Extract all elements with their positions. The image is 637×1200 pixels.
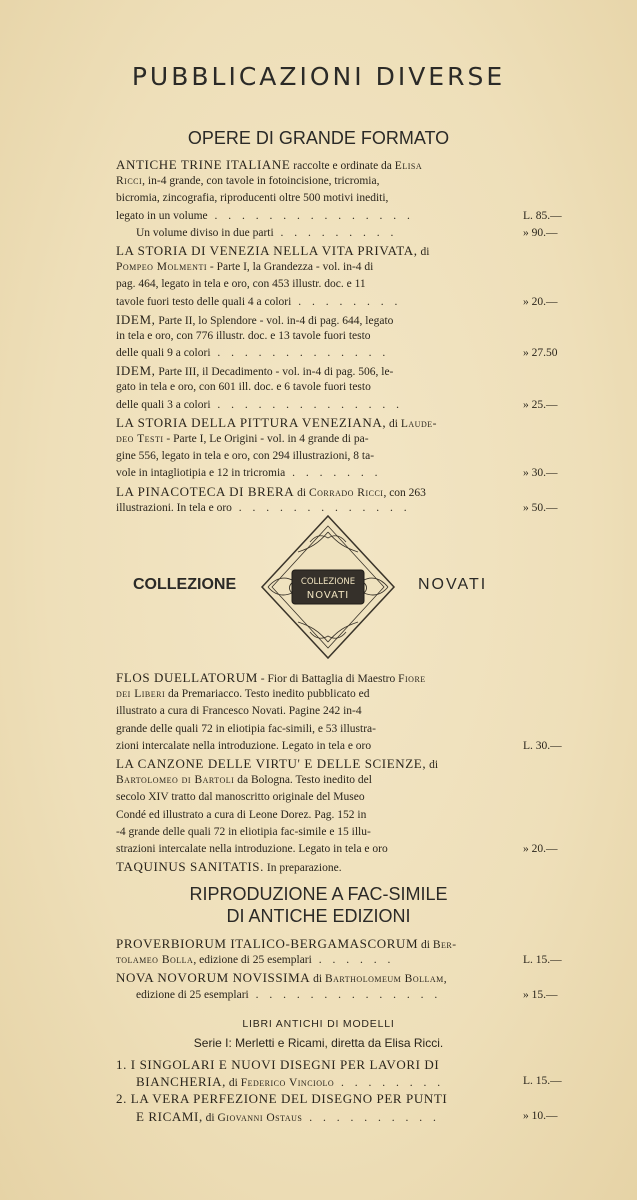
entry-text: Bartolomeo di Bartoli [116, 774, 235, 787]
entry-text: Ricci [116, 175, 143, 188]
entry-text: Elisa [394, 160, 423, 172]
dot-leader: . . . . . . . . . . . . . [231, 501, 411, 514]
catalog-list-novati [116, 669, 562, 875]
dot-leader: . . . . . . . . . . . . . . [248, 988, 442, 1001]
entry-text: tolameo Bolla [116, 954, 194, 967]
entry-line [116, 173, 521, 190]
entry-line [116, 190, 521, 207]
entry-line [116, 772, 521, 789]
entry-text: gine 556, legato in tela e oro, con 294 illustrazioni, 8 ta- [116, 450, 375, 463]
entry-text: in tela e oro, con 776 illustr. doc. e 13 tavole fuori testo [116, 329, 371, 342]
entry-line [116, 448, 521, 465]
entry-text: LA CANZONE DELLE VIRTU' E DELLE SCIENZE, [116, 755, 427, 771]
catalog-entry [116, 1090, 558, 1124]
entry-text: Federico Vinciolo [240, 1077, 335, 1090]
entry-text: bicromia, zincografia, riproducenti oltre 500 motivi inediti, [116, 192, 389, 205]
entry-line: strazioni intercalate nella introduzione. Legato in tela e oro » 20.— [116, 842, 558, 855]
entry-line [116, 858, 521, 875]
catalog-entry [116, 242, 558, 311]
entry-text: edizione di 25 esemplari [136, 988, 249, 1001]
catalog-entry [116, 156, 562, 242]
dot-leader: . . . . . . . . . . . . . [210, 347, 390, 360]
entry-text: Parte II, lo Splendore - vol. in-4 di pag. 644, legato [155, 314, 394, 327]
entry-text: 1. I SINGOLARI E NUOVI DISEGNI PER LAVORI DI [116, 1057, 440, 1072]
entry-text: secolo XIV tratto dal manoscritto originale del Museo [116, 791, 365, 804]
entry-text: Laude- [400, 417, 437, 430]
entry-text: PROVERBIORUM ITALICO-BERGAMASCORUM [116, 936, 419, 951]
serie-heading: LIBRI ANTICHI DI MODELLI [242, 1018, 395, 1030]
dot-leader: . . . . . . . . [291, 295, 402, 308]
entry-text: Giovanni Ostaus [217, 1111, 303, 1124]
entry-line [116, 824, 521, 841]
entry-line: edizione di 25 esemplari . . . . . . . . . . . . . . » 15.— [136, 988, 558, 1001]
entry-text: Bartholomeum Bollam [324, 973, 444, 986]
catalog-entry [116, 969, 558, 1003]
entry-text: LA STORIA DI VENEZIA NELLA VITA PRIVATA, [116, 242, 418, 258]
entry-text: - Parte I, Le Origini - vol. in 4 grande di pa- [163, 433, 369, 445]
entry-text: di [202, 1111, 218, 1124]
entry-line: Un volume diviso in due parti . . . . . . . . . » 90.— [136, 226, 558, 239]
entry-text: IDEM, [116, 363, 156, 379]
entry-text: E RICAMI, [136, 1108, 203, 1124]
entry-text: tavole fuori testo delle quali 4 a colori [116, 295, 292, 308]
entry-text: - Parte I, la Grandezza - vol. in-4 di [207, 261, 374, 274]
catalog-entry [116, 669, 562, 755]
entry-line [116, 669, 521, 686]
entry-text: gato in tela e oro, con 601 ill. doc. e 6 tavole fuori testo [116, 381, 371, 394]
entry-text: Ber- [432, 939, 457, 951]
entry-line [116, 807, 521, 824]
entry-line [116, 379, 521, 396]
entry-text: delle quali 9 a colori [116, 347, 211, 360]
entry-text: strazioni intercalate nella introduzione. Legato in tela e oro [116, 842, 388, 855]
entry-line [116, 935, 521, 952]
entry-text: da Premariacco. Testo inedito pubblicato ed [165, 688, 370, 701]
dot-leader: . . . . . . [311, 954, 395, 967]
entry-line: tavole fuori testo delle quali 4 a colori . . . . . . . . » 20.— [116, 295, 558, 308]
catalog-entry [116, 858, 521, 875]
catalog-entry [116, 755, 558, 858]
entry-line: tolameo Bolla, edizione di 25 esemplari . . . . . . L. 15.— [116, 954, 562, 967]
dot-leader: . . . . . . . . . . . . . . . [207, 209, 414, 222]
entry-line [116, 328, 521, 345]
entry-text: -4 grande delle quali 72 in eliotipia fac-simile e 15 illu- [116, 825, 371, 838]
entry-text: di [418, 939, 433, 951]
entry-text: - Fior di Battaglia di Maestro [257, 673, 399, 685]
serie-subheading: Serie I: Merletti e Ricami, diretta da Elisa Ricci. [193, 1036, 444, 1050]
catalog-entry [116, 935, 562, 969]
section-title-facsimile-line1: RIPRODUZIONE A FAC-SIMILE [189, 884, 448, 904]
entry-text: Parte III, il Decadimento - vol. in-4 di pag. 506, le- [155, 366, 394, 379]
entry-text: Fiore [398, 673, 426, 685]
entry-line: delle quali 9 a colori . . . . . . . . . . . . . » 27.50 [116, 347, 558, 360]
entry-line [116, 686, 521, 703]
emblem-text-line2: NOVATI [306, 590, 350, 601]
entry-text: LA PINACOTECA DI BRERA [116, 483, 295, 499]
entry-line [116, 721, 521, 738]
entry-text: pag. 464, legato in tela e oro, con 453 illustr. doc. e 11 [116, 278, 366, 291]
entry-line [116, 362, 521, 379]
entry-text: FLOS DUELLATORUM [116, 670, 258, 685]
entry-line: E RICAMI, di Giovanni Ostaus . . . . . . . . . . » 10.— [136, 1108, 558, 1124]
entry-text: delle quali 3 a colori [116, 398, 211, 411]
entry-text: illustrato a cura di Francesco Novati. Pagine 242 in-4 [116, 705, 362, 718]
entry-text: Pompeo Molmenti [116, 261, 207, 274]
entry-text: , in-4 grande, con tavole in fotoincisione, tricromia, [142, 175, 380, 188]
entry-text: 2. LA VERA PERFEZIONE DEL DISEGNO PER PUNTI [116, 1091, 448, 1107]
entry-line [116, 156, 521, 173]
catalog-list-facsimile [116, 935, 562, 1004]
entry-text: TAQUINUS SANITATIS. [116, 859, 264, 875]
collezione-novati-banner [0, 512, 637, 662]
collection-label-right: NOVATI [418, 576, 488, 593]
entry-text: , con 263 [383, 486, 426, 499]
entry-text: ANTICHE TRINE ITALIANE [116, 157, 291, 172]
page-title: PUBBLICAZIONI DIVERSE [131, 62, 506, 91]
entry-text: deo Testi [116, 433, 164, 445]
entry-text: grande delle quali 72 in eliotipia fac-simili, e 53 illustra- [116, 722, 376, 735]
entry-line [116, 789, 521, 806]
entry-text: di [386, 417, 401, 430]
entry-line [116, 1090, 521, 1107]
catalog-entry [116, 414, 558, 483]
entry-text: di [310, 973, 325, 986]
entry-text: LA STORIA DELLA PITTURA VENEZIANA, [116, 414, 387, 430]
section-title-facsimile-line2: DI ANTICHE EDIZIONI [226, 906, 411, 926]
entry-text: Condé ed illustrato a cura di Leone Dorez. Pag. 152 in [116, 808, 367, 821]
entry-line [116, 259, 521, 276]
entry-line [116, 755, 521, 772]
dot-leader: . . . . . . . . . . . . . . [210, 398, 404, 411]
entry-line: vole in intagliotipia e 12 in tricromia . . . . . . . » 30.— [116, 467, 558, 480]
entry-text: zioni intercalate nella introduzione. Legato in tela e oro [116, 739, 372, 752]
entry-text: Corrado Ricci [308, 486, 384, 499]
entry-line: zioni intercalate nella introduzione. Legato in tela e oro L. 30.— [116, 739, 562, 752]
entry-text: IDEM, [116, 311, 156, 327]
catalog-entry [116, 311, 558, 363]
entry-line: legato in un volume . . . . . . . . . . . . . . . L. 85.— [116, 209, 562, 222]
entry-line [116, 311, 521, 328]
catalog-entry [116, 362, 558, 414]
catalog-entry [116, 1056, 562, 1090]
entry-text: illustrazioni. In tela e oro [116, 501, 232, 514]
section-title-grande-formato: OPERE DI GRANDE FORMATO [187, 128, 450, 148]
entry-line [116, 969, 521, 986]
entry-text: raccolte e ordinate da [290, 160, 395, 172]
entry-line: illustrazioni. In tela e oro . . . . . . . . . . . . . » 50.— [116, 501, 558, 514]
entry-text: di [294, 486, 309, 499]
entry-text: , [443, 973, 447, 986]
entry-text: di [417, 245, 430, 258]
entry-text: dei Liberi [116, 688, 166, 701]
entry-line [116, 242, 521, 259]
emblem-text-line1: COLLEZIONE [300, 577, 356, 587]
dot-leader: . . . . . . . . [334, 1077, 445, 1090]
catalog-list-serie [116, 1056, 562, 1125]
entry-text: legato in un volume [116, 209, 208, 222]
entry-line [116, 483, 521, 500]
collection-label-left: COLLEZIONE [133, 576, 237, 593]
entry-text: di [426, 758, 439, 771]
entry-line: BIANCHERIA, di Federico Vinciolo . . . . . . . . L. 15.— [136, 1074, 562, 1090]
dot-leader: . . . . . . . [285, 467, 382, 480]
entry-text: , edizione di 25 esemplari [193, 954, 312, 967]
entry-line [116, 414, 521, 431]
dot-leader: . . . . . . . . . [273, 226, 398, 239]
entry-line [116, 431, 521, 448]
catalog-list-grande-formato [116, 156, 562, 517]
entry-text: Un volume diviso in due parti [136, 226, 274, 239]
entry-text: da Bologna. Testo inedito del [234, 774, 372, 787]
entry-line [116, 276, 521, 293]
entry-text: vole in intagliotipia e 12 in tricromia [116, 467, 286, 480]
entry-line: delle quali 3 a colori . . . . . . . . . . . . . . » 25.— [116, 398, 558, 411]
entry-text: In preparazione. [263, 862, 342, 875]
entry-line [116, 703, 521, 720]
dot-leader: . . . . . . . . . . [302, 1111, 440, 1124]
entry-text: BIANCHERIA, [136, 1074, 227, 1090]
entry-text: di [226, 1077, 241, 1090]
collezione-novati-emblem-icon [258, 512, 398, 662]
entry-line [116, 1056, 521, 1073]
entry-text: NOVA NOVORUM NOVISSIMA [116, 970, 311, 986]
